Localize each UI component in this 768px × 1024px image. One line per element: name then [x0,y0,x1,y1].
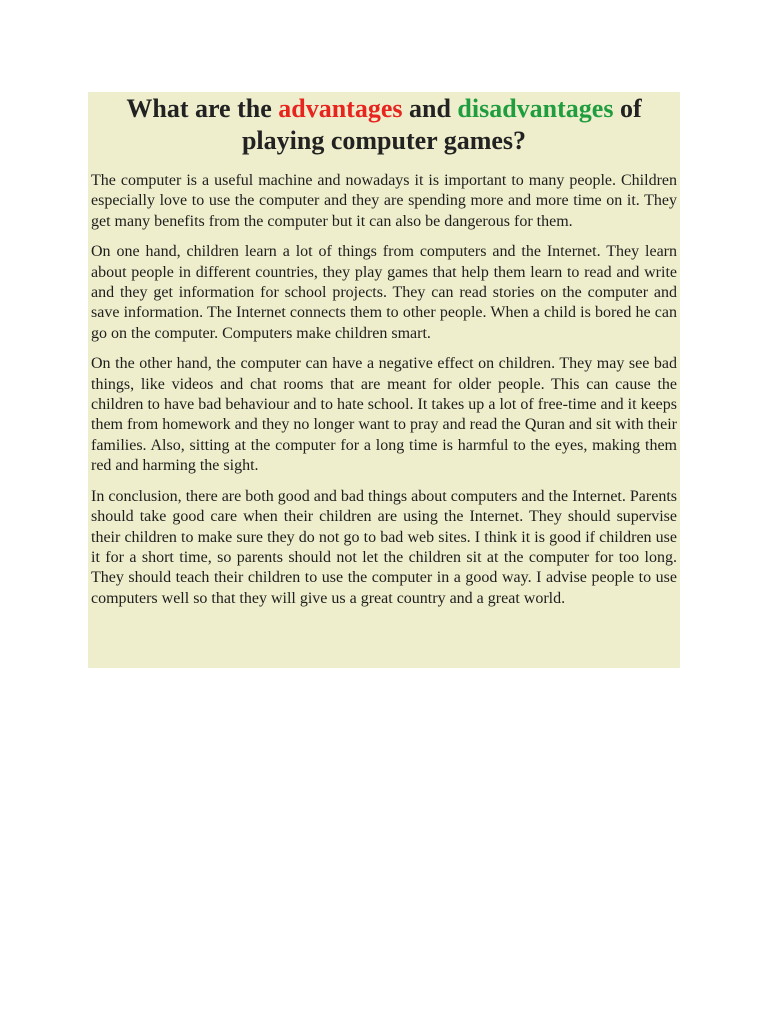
paragraph-disadvantages: On the other hand, the computer can have a negative effect on children. They may see bad things, like videos and chat rooms that are meant for older people. This can cause the children to have bad behaviour and to hate school. It takes up a lot of free-time and it keeps them from homework and they no longer want to pray and read the Quran and sit with their families. Also, sitting at the computer for a long time is harmful to the eyes, making them red and harming the sight. [91,355,677,475]
paragraph-introduction: The computer is a useful machine and nowadays it is important to many people. Children especially love to use the computer and they are spending more and more time on it. They get many benefits from the computer but it can also be dangerous for them. [91,172,677,230]
essay-box [88,92,680,668]
paragraph-advantages: On one hand, children learn a lot of things from computers and the Internet. They learn about people in different countries, they play games that help them learn to read and write and they get information for school projects. They can read stories on the computer and save information. The Internet connects them to other people. When a child is bored he can go on the computer. Computers make children smart. [91,243,677,342]
essay-title [91,93,677,157]
title-word-advantages: advantages [278,94,403,123]
title-part-1: What are the [126,94,279,123]
paragraph-conclusion: In conclusion, there are both good and bad things about computers and the Internet. Parents should take good care when their children are using the Internet. They should supervise their children to make sure they do not go to bad web sites. I think it is good if children use it for a short time, so parents should not let the children sit at the computer for too long. They should teach their children to use the computer in a good way. I advise people to use computers well so that they will give us a great country and a great world. [91,487,677,607]
title-part-3: of playing computer games? [241,94,642,155]
title-word-disadvantages: disadvantages [457,94,614,123]
title-part-2: and [402,94,458,123]
